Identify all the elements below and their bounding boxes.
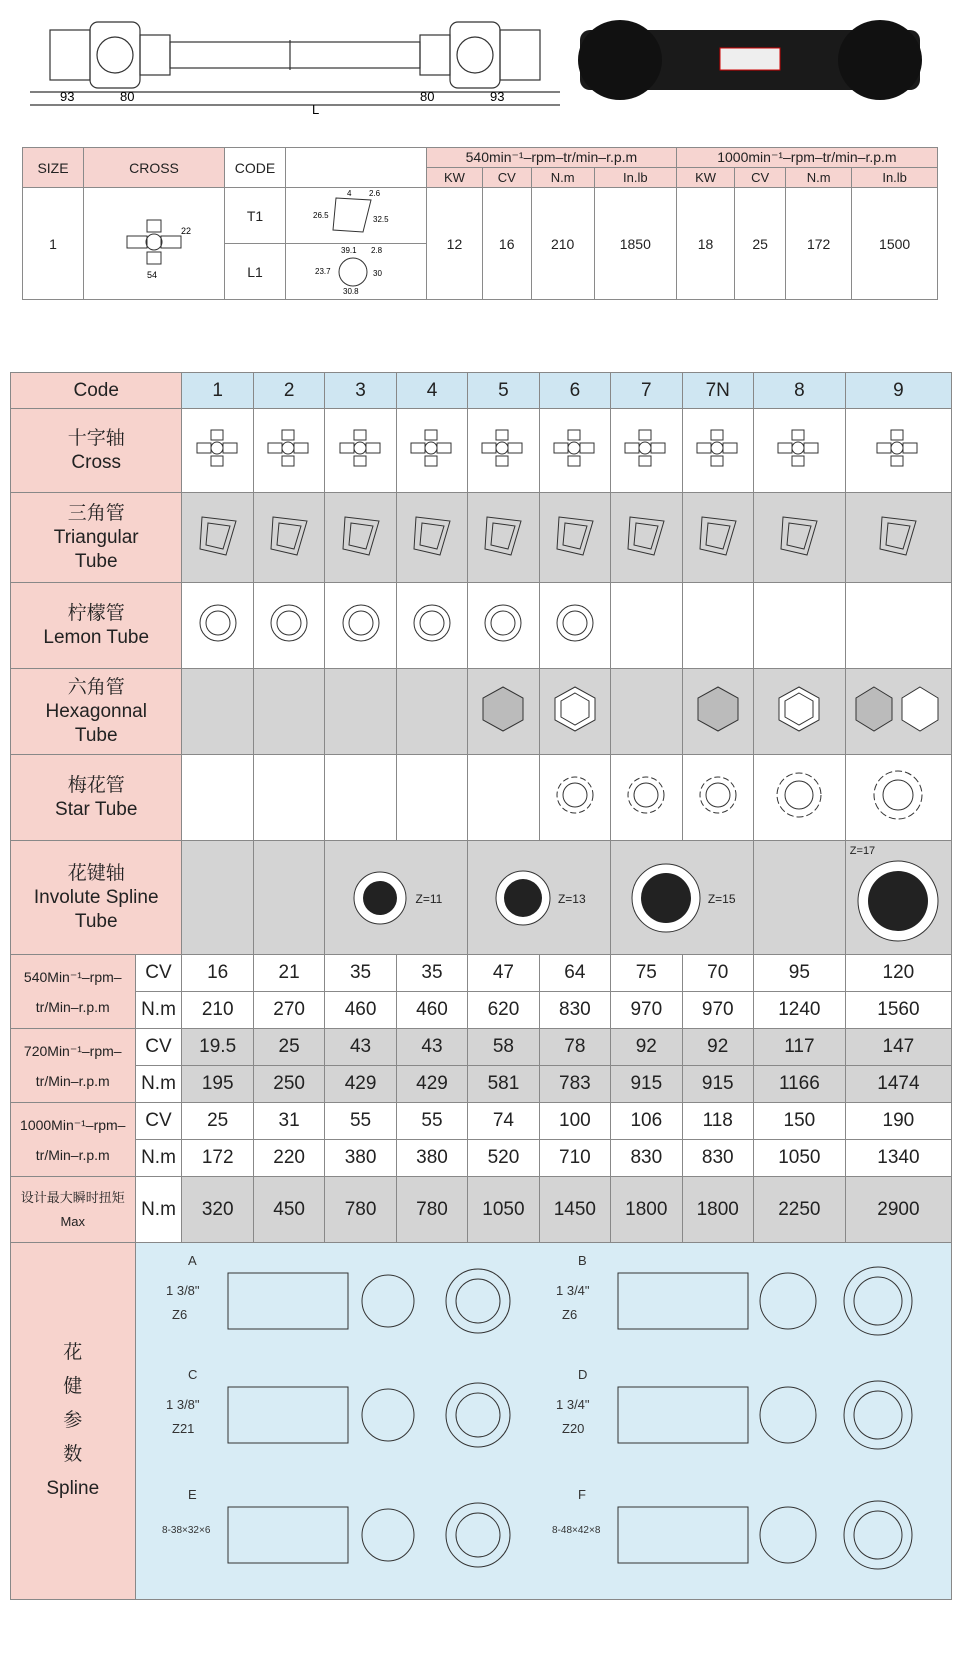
svg-text:39.1: 39.1 bbox=[341, 246, 357, 255]
svg-text:30: 30 bbox=[373, 269, 382, 278]
star-tube-icon bbox=[753, 755, 845, 841]
svg-text:2.8: 2.8 bbox=[371, 246, 383, 255]
svg-text:A: A bbox=[188, 1253, 197, 1268]
lemon-tube-icon bbox=[182, 583, 253, 669]
max-torque-label: 设计最大瞬时扭矩 Max bbox=[11, 1177, 136, 1243]
row-label-star: 梅花管 Star Tube bbox=[11, 755, 182, 841]
triangular-tube-icon bbox=[396, 493, 467, 583]
star-tube-icon bbox=[682, 755, 753, 841]
row-label-hexagonal: 六角管 Hexagonnal Tube bbox=[11, 669, 182, 755]
cross-icon bbox=[396, 409, 467, 493]
size-value: 1 bbox=[23, 188, 84, 300]
star-tube-icon bbox=[845, 755, 951, 841]
spline-e bbox=[162, 1487, 211, 1536]
cross-icon bbox=[682, 409, 753, 493]
code-l1: L1 bbox=[225, 244, 286, 300]
svg-text:8-38×32×6: 8-38×32×6 bbox=[162, 1525, 211, 1536]
rpm540-label: 540Min⁻¹–rpm– tr/Min–r.p.m bbox=[11, 955, 136, 1029]
svg-text:8-48×42×8: 8-48×42×8 bbox=[552, 1525, 601, 1536]
svg-text:F: F bbox=[578, 1487, 587, 1502]
spline-a bbox=[166, 1253, 200, 1322]
svg-text:93: 93 bbox=[490, 89, 505, 104]
header-code: CODE bbox=[225, 148, 286, 188]
spline-b bbox=[556, 1253, 590, 1322]
cross-icon bbox=[182, 409, 253, 493]
hexagon-solid-icon bbox=[682, 669, 753, 755]
svg-text:D: D bbox=[578, 1367, 588, 1382]
cross-icon bbox=[611, 409, 682, 493]
header-cross: CROSS bbox=[84, 148, 225, 188]
profile-t1-icon bbox=[286, 188, 427, 244]
hexagon-solid-icon bbox=[468, 669, 539, 755]
code-t1: T1 bbox=[225, 188, 286, 244]
cross-icon bbox=[753, 409, 845, 493]
header-size: SIZE bbox=[23, 148, 84, 188]
row-label-cross: 十字轴 Cross bbox=[11, 409, 182, 493]
cross-icon bbox=[539, 409, 610, 493]
triangular-tube-icon bbox=[182, 493, 253, 583]
hexagon-tube-icon bbox=[753, 669, 845, 755]
triangular-tube-icon bbox=[539, 493, 610, 583]
rpm720-label: 720Min⁻¹–rpm– tr/Min–r.p.m bbox=[11, 1029, 136, 1103]
svg-text:1 3/8": 1 3/8" bbox=[166, 1283, 200, 1298]
svg-text:32.5: 32.5 bbox=[373, 215, 389, 224]
cross-icon bbox=[253, 409, 324, 493]
row-label-triangular: 三角管 Triangular Tube bbox=[11, 493, 182, 583]
triangular-tube-icon bbox=[753, 493, 845, 583]
svg-text:E: E bbox=[188, 1487, 197, 1502]
hexagon-tube-icon bbox=[539, 669, 610, 755]
svg-text:Z21: Z21 bbox=[172, 1421, 195, 1436]
svg-text:1 3/4": 1 3/4" bbox=[556, 1397, 590, 1412]
svg-text:Z6: Z6 bbox=[562, 1307, 578, 1322]
header-rpm1000: 1000min⁻¹–rpm–tr/min–r.p.m bbox=[676, 148, 937, 168]
triangular-tube-icon bbox=[845, 493, 951, 583]
triangular-tube-icon bbox=[611, 493, 682, 583]
spline-c bbox=[166, 1367, 200, 1436]
lemon-tube-icon bbox=[253, 583, 324, 669]
svg-text:80: 80 bbox=[420, 89, 435, 104]
main-table: Code 1 2 3 4 5 6 7 7N 8 9 十字轴 Cross 三角管 Triangular Tube 柠檬管 Lemon Tube 六角管 Hexagonnal Tube 梅花管 Star Tube 花键轴 Involute Spline Tube Z=11 Z=13 Z=15 Z=17 540Min⁻¹–rpm– tr/Min–r.p.m CV 16 21 35 35 47 64 75 70 95 120 N.m 210 270 460 460 620 830 970 970 1240 1560 720Min⁻¹–rpm– tr/Min–r.p.m CV 19.5 25 43 43 58 78 92 92 117 147 N.m 195 250 429 429 581 783 915 915 1166 1474 1000Min⁻¹–rpm– tr/Min–r.p.m CV 25 31 55 55 74 100 106 118 150 190 N.m 172 220 380 380 520 710 830 830 1050 1340 设计最大瞬时扭矩 Max N.m 320 450 780 780 1050 1450 1800 1800 2250 2900 花 健 参 数 Spline A 1 3/8" Z6 B 1 3/4" Z6 C 1 3/8" Z21 D 1 3/4" Z20 E 8-38×32×6 F 8-48×42×8 bbox=[10, 372, 952, 1600]
spline-f bbox=[552, 1487, 601, 1536]
hexagon-pair-icon bbox=[845, 669, 951, 755]
spline-diagrams bbox=[135, 1243, 952, 1600]
svg-text:26.5: 26.5 bbox=[313, 211, 329, 220]
row-label-lemon: 柠檬管 Lemon Tube bbox=[11, 583, 182, 669]
svg-text:1 3/8": 1 3/8" bbox=[166, 1397, 200, 1412]
triangular-tube-icon bbox=[682, 493, 753, 583]
svg-text:C: C bbox=[188, 1367, 198, 1382]
code-label: Code bbox=[11, 373, 182, 409]
row-label-spline: 花键轴 Involute Spline Tube bbox=[11, 841, 182, 955]
triangular-tube-icon bbox=[325, 493, 396, 583]
star-tube-icon bbox=[611, 755, 682, 841]
cross-icon bbox=[845, 409, 951, 493]
driveshaft-drawing bbox=[20, 0, 940, 130]
product-photo bbox=[578, 20, 922, 100]
lemon-tube-icon bbox=[325, 583, 396, 669]
svg-text:23.7: 23.7 bbox=[315, 267, 331, 276]
star-tube-icon bbox=[539, 755, 610, 841]
svg-text:54: 54 bbox=[147, 270, 158, 280]
triangular-tube-icon bbox=[253, 493, 324, 583]
svg-text:30.8: 30.8 bbox=[343, 287, 359, 296]
svg-text:4: 4 bbox=[347, 189, 352, 198]
svg-text:93: 93 bbox=[60, 89, 75, 104]
triangular-tube-icon bbox=[468, 493, 539, 583]
svg-text:L: L bbox=[312, 102, 320, 117]
spline-z15: Z=15 bbox=[611, 841, 754, 955]
svg-text:22: 22 bbox=[181, 226, 192, 236]
profile-l1-icon bbox=[286, 244, 427, 300]
spline-z13: Z=13 bbox=[468, 841, 611, 955]
spec-table: SIZE CROSS CODE 540min⁻¹–rpm–tr/min–r.p.m 1000min⁻¹–rpm–tr/min–r.p.m KW CV N.m In.lb KW CV N.m In.lb 1 22 54 T1 4 2.6 26.5 32.5 12 16 210 1850 18 25 172 1500 L1 39.1 2.8 23.7 30 30.8 bbox=[22, 147, 938, 300]
lemon-tube-icon bbox=[468, 583, 539, 669]
spline-d bbox=[556, 1367, 590, 1436]
lemon-tube-icon bbox=[396, 583, 467, 669]
spline-params-label: 花 健 参 数 Spline bbox=[11, 1243, 136, 1600]
cross-icon bbox=[325, 409, 396, 493]
cross-drawing bbox=[84, 188, 225, 300]
svg-text:Z6: Z6 bbox=[172, 1307, 188, 1322]
svg-text:80: 80 bbox=[120, 89, 135, 104]
lemon-tube-icon bbox=[539, 583, 610, 669]
rpm1000-label: 1000Min⁻¹–rpm– tr/Min–r.p.m bbox=[11, 1103, 136, 1177]
svg-text:2.6: 2.6 bbox=[369, 189, 381, 198]
spline-z11: Z=11 bbox=[325, 841, 468, 955]
cross-icon bbox=[468, 409, 539, 493]
spline-z17: Z=17 bbox=[845, 841, 951, 955]
svg-text:1 3/4": 1 3/4" bbox=[556, 1283, 590, 1298]
svg-text:B: B bbox=[578, 1253, 587, 1268]
svg-text:Z20: Z20 bbox=[562, 1421, 585, 1436]
header-rpm540: 540min⁻¹–rpm–tr/min–r.p.m bbox=[427, 148, 677, 168]
